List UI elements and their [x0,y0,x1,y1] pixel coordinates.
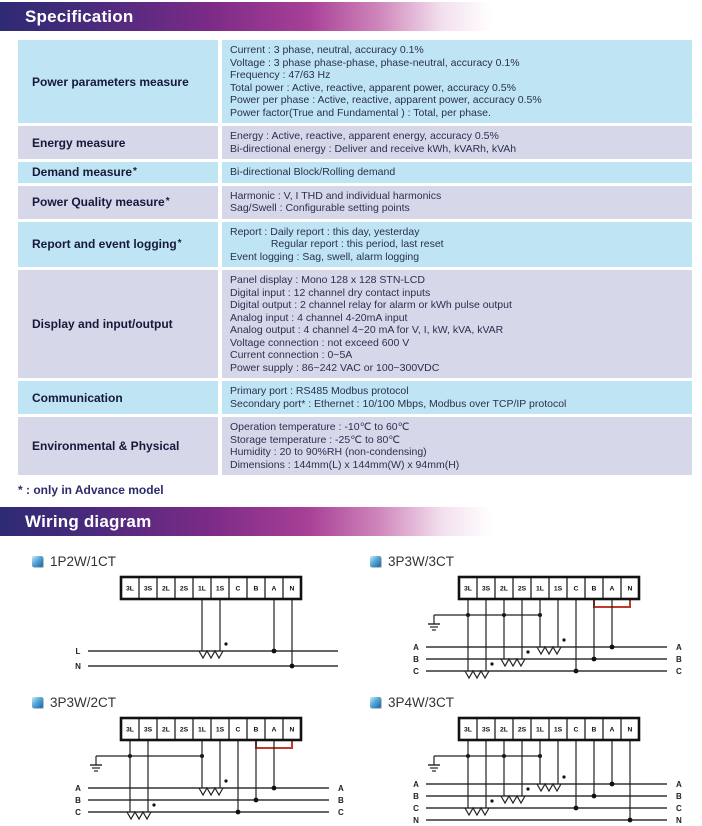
spec-label-text: Energy measure [32,135,126,150]
diagram-title [370,695,702,710]
wiring-diagram-svg [364,710,696,826]
spec-row-label [18,381,218,414]
bus-label-left: C [413,666,419,676]
terminal-label: 2L [500,726,508,734]
terminal-label: C [573,726,579,734]
spec-row-label [18,270,218,378]
ct-polarity-dot [224,779,227,782]
diagram-title [32,554,364,569]
terminal-label: N [627,726,633,734]
terminal-label: 1L [536,726,544,734]
junction-dot [574,806,579,811]
bus-label-right: A [676,642,682,652]
terminal-label: N [289,726,295,734]
terminal-label: 1L [198,585,206,593]
ct-symbol [537,784,561,791]
bus-label-left: C [75,807,81,817]
ct-symbol [465,808,489,815]
bus-label-right: C [676,666,682,676]
spec-row-label [18,126,218,159]
bus-label-right: N [676,815,682,825]
junction-dot [574,669,579,674]
bullet-icon [32,697,43,708]
terminal-label: B [253,585,259,593]
terminal-label: 1L [198,726,206,734]
spec-row-report-logging [18,222,692,268]
spec-label-text: Power parameters measure [32,74,189,89]
bus-label-left: A [75,783,81,793]
diagram-title-text: 3P3W/3CT [388,554,455,569]
terminal-label: C [573,585,579,593]
bus-label-right: B [338,795,344,805]
ct-polarity-dot [562,775,565,778]
terminal-label: A [271,585,277,593]
ct-polarity-dot [526,650,529,653]
bullet-icon [32,556,43,567]
terminal-label: 2L [162,585,170,593]
bus-label-right: A [338,783,344,793]
spec-row-energy-measure [18,126,692,159]
bus-label-left: N [75,661,81,671]
wiring-diagram-svg [26,710,358,826]
junction-dot [628,818,633,823]
spec-row-value: Current : 3 phase, neutral, accuracy 0.1% Voltage : 3 phase phase-phase, phase-neutral, accuracy 0.1% Frequency : 47/63 Hz Total power : Active, reactive, apparent power, accuracy 0.5% Power per phase : Active, reactive, apparent power, accuracy 0.5% Power factor(True and Fundamental ) : Total, per phase. [222,40,692,123]
bus-label-right: A [676,779,682,789]
terminal-label: A [271,726,277,734]
terminal-label: C [235,726,241,734]
terminal-strip [459,577,639,599]
junction-dot [290,664,295,669]
junction-dot [236,810,241,815]
spec-row-power-parameters [18,40,692,123]
junction-dot [272,649,277,654]
ct-polarity-dot [490,799,493,802]
junction-dot [610,645,615,650]
spec-label-text: Report and event logging [32,237,177,252]
spec-row-value: Report : Daily report : this day, yesterday Regular report : this period, last reset Event logging : Sag, swell, alarm logging [222,222,692,268]
bus-label-right: C [676,803,682,813]
diagram-1p2w-1ct [26,550,364,685]
spec-row-display-io [18,270,692,378]
terminal-strip [459,718,639,740]
bus-label-left: B [75,795,81,805]
spec-row-label: Report and event logging * [18,222,218,268]
diagram-title [370,554,702,569]
terminal-label: B [591,585,597,593]
terminal-label: 3S [481,585,491,593]
ct-symbol [199,788,223,795]
wiring-diagram-svg [26,569,358,685]
page [0,2,702,826]
ct-symbol [465,671,489,678]
spec-row-label [18,417,218,475]
terminal-label: 2S [179,585,189,593]
junction-dot [272,786,277,791]
spec-row-label: Power Quality measure * [18,186,218,219]
spec-row-communication [18,381,692,414]
terminal-label: 1L [536,585,544,593]
bus-label-left: C [413,803,419,813]
bus-label-left: L [75,646,81,656]
bus-label-right: C [338,807,344,817]
wiring-grid [26,550,696,826]
advance-model-footnote: * : only in Advance model [18,483,164,497]
terminal-label: 3L [464,585,472,593]
spec-row-label [18,40,218,123]
terminal-strip [121,718,301,740]
spec-row-power-quality [18,186,692,219]
spec-table [18,40,692,475]
spec-label-text: Communication [32,390,123,405]
terminal-label: 3S [143,726,153,734]
terminal-label: 3S [143,585,153,593]
section-header-specification: Specification [0,2,702,31]
diagram-3p3w-3ct [364,550,702,685]
terminal-label: 2S [517,585,527,593]
spec-row-value: Energy : Active, reactive, apparent energy, accuracy 0.5% Bi-directional energy : Deliver and receive kWh, kVARh, kVAh [222,126,692,159]
bus-label-right: B [676,791,682,801]
bus-label-left: N [413,815,419,825]
bus-label-right: B [676,654,682,664]
terminal-label: N [289,585,295,593]
bus-label-left: B [413,654,419,664]
bus-label-left: A [413,779,419,789]
spec-row-demand-measure [18,162,692,183]
junction-dot [610,782,615,787]
terminal-label: 3L [464,726,472,734]
bus-label-left: A [413,642,419,652]
terminal-label: 3L [126,585,134,593]
spec-row-value: Harmonic : V, I THD and individual harmonics Sag/Swell : Configurable setting points [222,186,692,219]
diagram-title-text: 1P2W/1CT [50,554,117,569]
junction-dot [592,794,597,799]
terminal-label: A [609,726,615,734]
diagram-3p4w-3ct [364,691,702,826]
ct-polarity-dot [224,642,227,645]
spec-row-value: Bi-directional Block/Rolling demand [222,162,692,183]
ct-symbol [501,659,525,666]
diagram-3p3w-2ct [26,691,364,826]
ct-symbol [199,651,223,658]
spec-row-label: Demand measure * [18,162,218,183]
spec-label-text: Demand measure [32,165,133,180]
ct-symbol [537,647,561,654]
spec-label-text: Power Quality measure [32,195,165,209]
terminal-label: 2S [517,726,527,734]
terminal-label: C [235,585,241,593]
spec-label-text: Environmental & Physical [32,439,180,453]
spec-row-value: Panel display : Mono 128 x 128 STN-LCD Digital input : 12 channel dry contact inputs Digital output : 2 channel relay for alarm or kWh pulse output Analog input : 4 channel 4-20mA input Analog output : 4 channel 4~20 mA for V, I, kW, kVA, kVAR Voltage connection : not exceed 600 V Current connection : 0~5A Power supply : 86~242 VAC or 100~300VDC [222,270,692,378]
terminal-label: B [591,726,597,734]
terminal-label: N [627,585,633,593]
terminal-label: 2S [179,726,189,734]
bullet-icon [370,556,381,567]
terminal-label: 3S [481,726,491,734]
diagram-title-text: 3P3W/2CT [50,695,117,710]
spec-row-value: Primary port : RS485 Modbus protocol Secondary port* : Ethernet : 10/100 Mbps, Modbus over TCP/IP protocol [222,381,692,414]
junction-dot [254,798,259,803]
ct-polarity-dot [562,638,565,641]
terminal-label: 2L [500,585,508,593]
diagram-title-text: 3P4W/3CT [388,695,455,710]
bullet-icon [370,697,381,708]
terminal-label: 1S [215,585,225,593]
junction-dot [592,657,597,662]
terminal-label: 2L [162,726,170,734]
terminal-label: 1S [553,726,563,734]
terminal-label: A [609,585,615,593]
ct-symbol [127,812,151,819]
section-header-wiring: Wiring diagram [0,507,702,536]
diagram-title [32,695,364,710]
spec-row-environmental-physical [18,417,692,475]
ct-polarity-dot [490,662,493,665]
wiring-diagram-svg [364,569,696,685]
terminal-label: 1S [553,585,563,593]
spec-label-text: Display and input/output [32,317,173,331]
ct-symbol [501,796,525,803]
ct-polarity-dot [152,803,155,806]
terminal-label: 3L [126,726,134,734]
terminal-label: B [253,726,259,734]
terminal-label: 1S [215,726,225,734]
terminal-strip [121,577,301,599]
ct-polarity-dot [526,787,529,790]
bus-label-left: B [413,791,419,801]
spec-row-value: Operation temperature : -10℃ to 60℃ Storage temperature : -25℃ to 80℃ Humidity : 20 to 90%RH (non-condensing) Dimensions : 144mm(L) x 144mm(W) x 94mm(H) [222,417,692,475]
